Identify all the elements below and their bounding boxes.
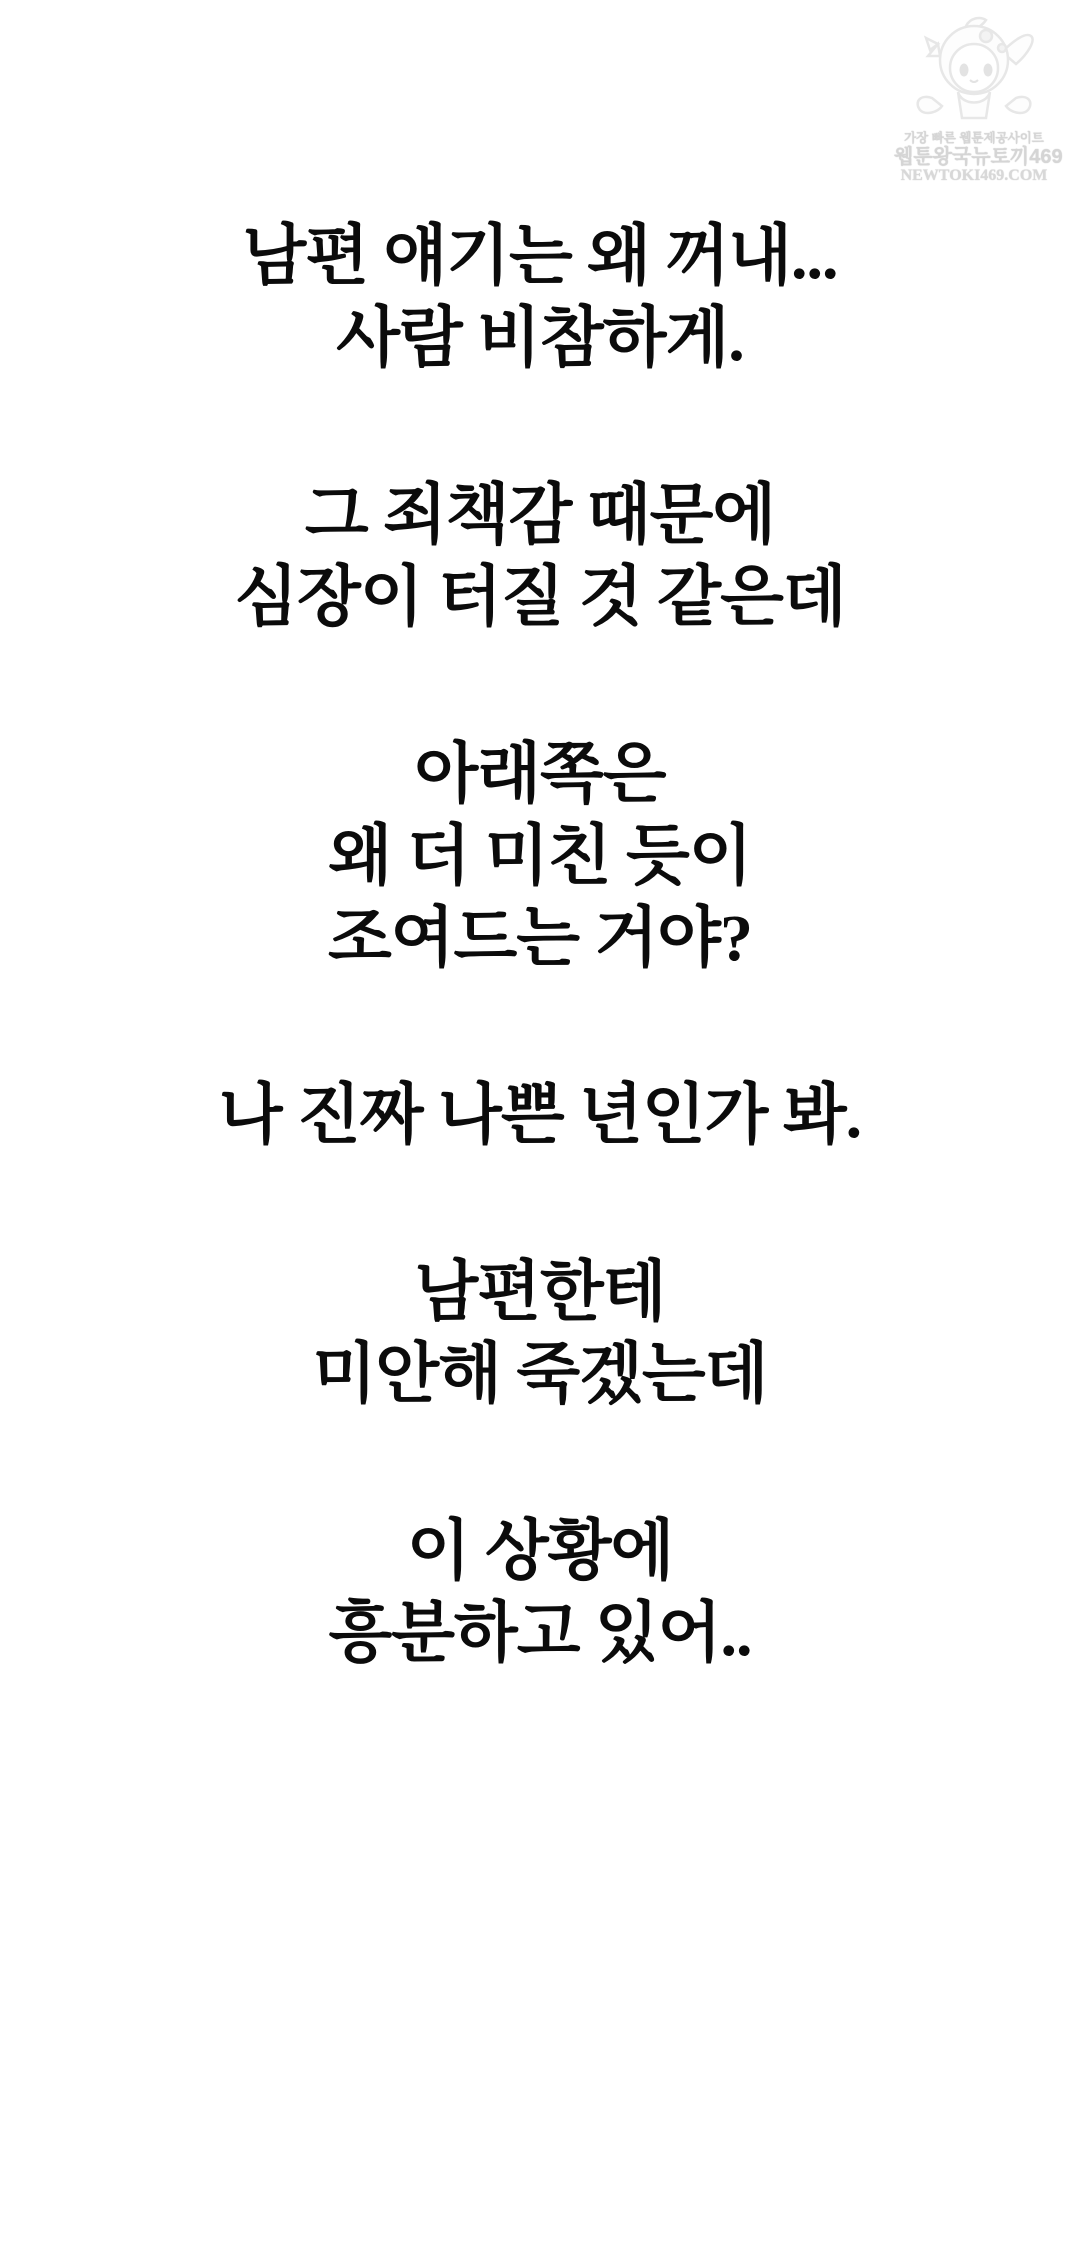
dialogue-line: 미안해 죽겠는데: [312, 1338, 768, 1411]
speech-block-2: [0, 475, 1080, 639]
dialogue-line: 왜 더 미친 듯이: [328, 820, 752, 893]
watermark-character-icon: [910, 14, 1038, 126]
dialogue-line: 남편한테: [414, 1256, 666, 1329]
speech-block-6: [0, 1511, 1080, 1675]
dialogue-line: 흥분하고 있어..: [328, 1597, 752, 1670]
dialogue-line: 나 진짜 나쁜 년인가 봐.: [218, 1079, 862, 1152]
speech-block-1: [0, 216, 1080, 380]
watermark-site-name: 웹툰왕국뉴토끼469: [894, 146, 1063, 168]
dialogue-line: 아래쪽은: [414, 738, 666, 811]
dialogue-line: 남편 얘기는 왜 꺼내...: [242, 220, 838, 293]
watermark-site-url: NEWTOKI469.COM: [900, 167, 1048, 184]
watermark-tagline: 가장 빠른 웹툰제공사이트: [904, 131, 1044, 145]
speech-block-3: [0, 734, 1080, 980]
speech-block-5: [0, 1252, 1080, 1416]
dialogue-line: 사람 비참하게.: [336, 302, 744, 375]
dialogue-line: 이 상황에: [406, 1515, 674, 1588]
monologue-text: [0, 216, 1080, 1770]
speech-block-4: [0, 1075, 1080, 1157]
dialogue-line: 심장이 터질 것 같은데: [234, 561, 846, 634]
dialogue-line: 그 죄책감 때문에: [304, 479, 776, 552]
dialogue-line: 조여드는 거야?: [327, 902, 753, 975]
site-watermark: [894, 14, 1063, 184]
